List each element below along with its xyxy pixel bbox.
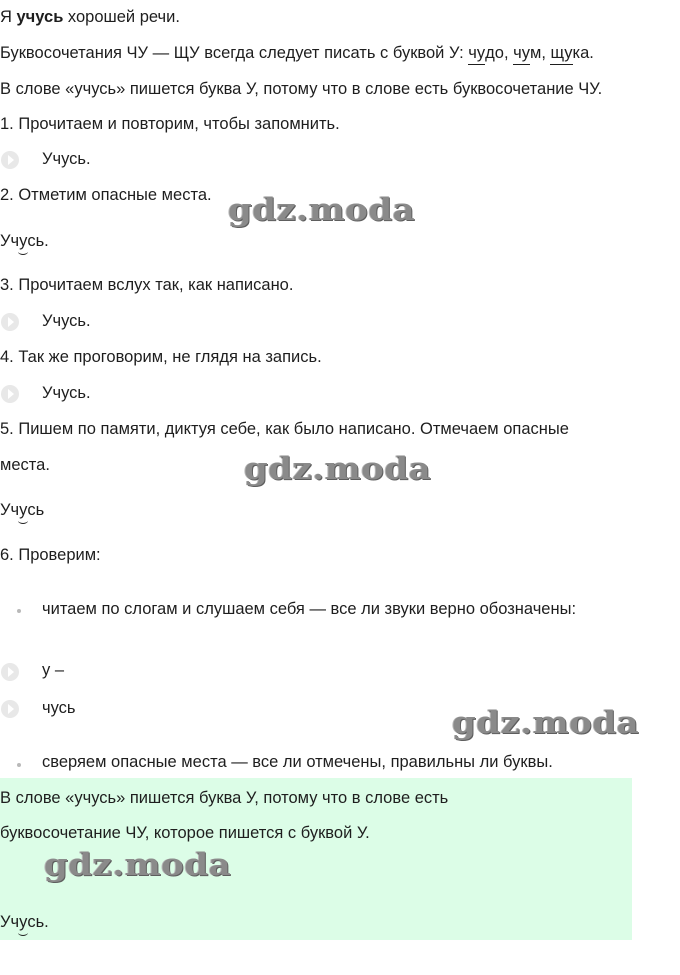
rule-line xyxy=(0,44,594,63)
step-5-word xyxy=(0,501,44,520)
step-4-word: Учусь. xyxy=(42,384,91,402)
intro-line xyxy=(0,8,180,27)
bullet-dot-icon xyxy=(17,609,21,613)
check-bullet-2: сверяем опасные места — все ли отмечены, правильны ли буквы. xyxy=(42,753,553,771)
example-word-2-chu: чу xyxy=(513,44,530,62)
key-word: учусь xyxy=(16,8,64,26)
watermark-logo: gdz.moda xyxy=(244,450,432,488)
step-3-heading: 3. Прочитаем вслух так, как написано. xyxy=(0,276,294,294)
danger-letter: у xyxy=(19,501,28,519)
example-word-2-rest: м xyxy=(529,44,542,62)
watermark-logo: gdz.moda xyxy=(228,191,416,229)
play-circle-icon xyxy=(1,385,19,403)
intro-text-end: хорошей речи. xyxy=(63,8,180,26)
play-circle-icon xyxy=(1,663,19,681)
play-circle-icon xyxy=(1,151,19,169)
step-3-word: Учусь. xyxy=(42,312,91,330)
step-2-heading: 2. Отметим опасные места. xyxy=(0,186,212,204)
danger-letter: у xyxy=(19,913,28,931)
step-1-heading: 1. Прочитаем и повторим, чтобы запомнить. xyxy=(0,115,340,133)
check-bullet-1: читаем по слогам и слушаем себя — все ли звуки верно обозначены: xyxy=(42,600,577,618)
play-circle-icon xyxy=(1,700,19,718)
word-part: Уч xyxy=(0,501,20,519)
answer-line-2: буквосочетание ЧУ, которое пишется с буквой У. xyxy=(0,824,370,842)
step-4-heading: 4. Так же проговорим, не глядя на запись. xyxy=(0,348,322,366)
bullet-dot-icon xyxy=(17,763,21,767)
watermark-logo: gdz.moda xyxy=(452,704,640,742)
rule-text: Буквосочетания ЧУ — ЩУ всегда следует писать с буквой У: xyxy=(0,44,469,62)
example-word-3-rest: ка xyxy=(572,44,590,62)
answer-word xyxy=(0,913,49,932)
step-2-word xyxy=(0,232,49,251)
separator: , xyxy=(541,44,551,62)
word-part: Уч xyxy=(0,232,20,250)
example-word-3 xyxy=(550,44,572,63)
example-word-1-chu: чу xyxy=(468,44,486,62)
word-part: сь. xyxy=(27,232,49,250)
word-part: сь xyxy=(27,501,45,519)
step-6-heading: 6. Проверим: xyxy=(0,546,101,564)
example-word-1 xyxy=(468,44,485,63)
watermark-logo: gdz.moda xyxy=(44,846,232,884)
intro-text: Я xyxy=(0,8,17,26)
step-1-word: Учусь. xyxy=(42,150,91,168)
example-word-1-rest: до xyxy=(485,44,504,62)
explanation-line: В слове «учусь» пишется буква У, потому что в слове есть буквосочетание ЧУ. xyxy=(0,80,603,98)
separator: , xyxy=(503,44,514,62)
step-5-heading-cont: места. xyxy=(0,456,50,474)
period: . xyxy=(589,44,594,62)
example-word-2 xyxy=(513,44,530,63)
danger-letter: у xyxy=(19,232,28,250)
word-part: Уч xyxy=(0,913,20,931)
syllable-1: у – xyxy=(42,661,65,679)
play-circle-icon xyxy=(1,313,19,331)
answer-line-1: В слове «учусь» пишется буква У, потому что в слове есть xyxy=(0,789,449,807)
step-5-heading: 5. Пишем по памяти, диктуя себе, как было написано. Отмечаем опасные xyxy=(0,420,569,438)
syllable-2: чусь xyxy=(42,699,76,717)
example-word-3-shchu: щу xyxy=(550,44,573,62)
word-part: сь. xyxy=(27,913,49,931)
